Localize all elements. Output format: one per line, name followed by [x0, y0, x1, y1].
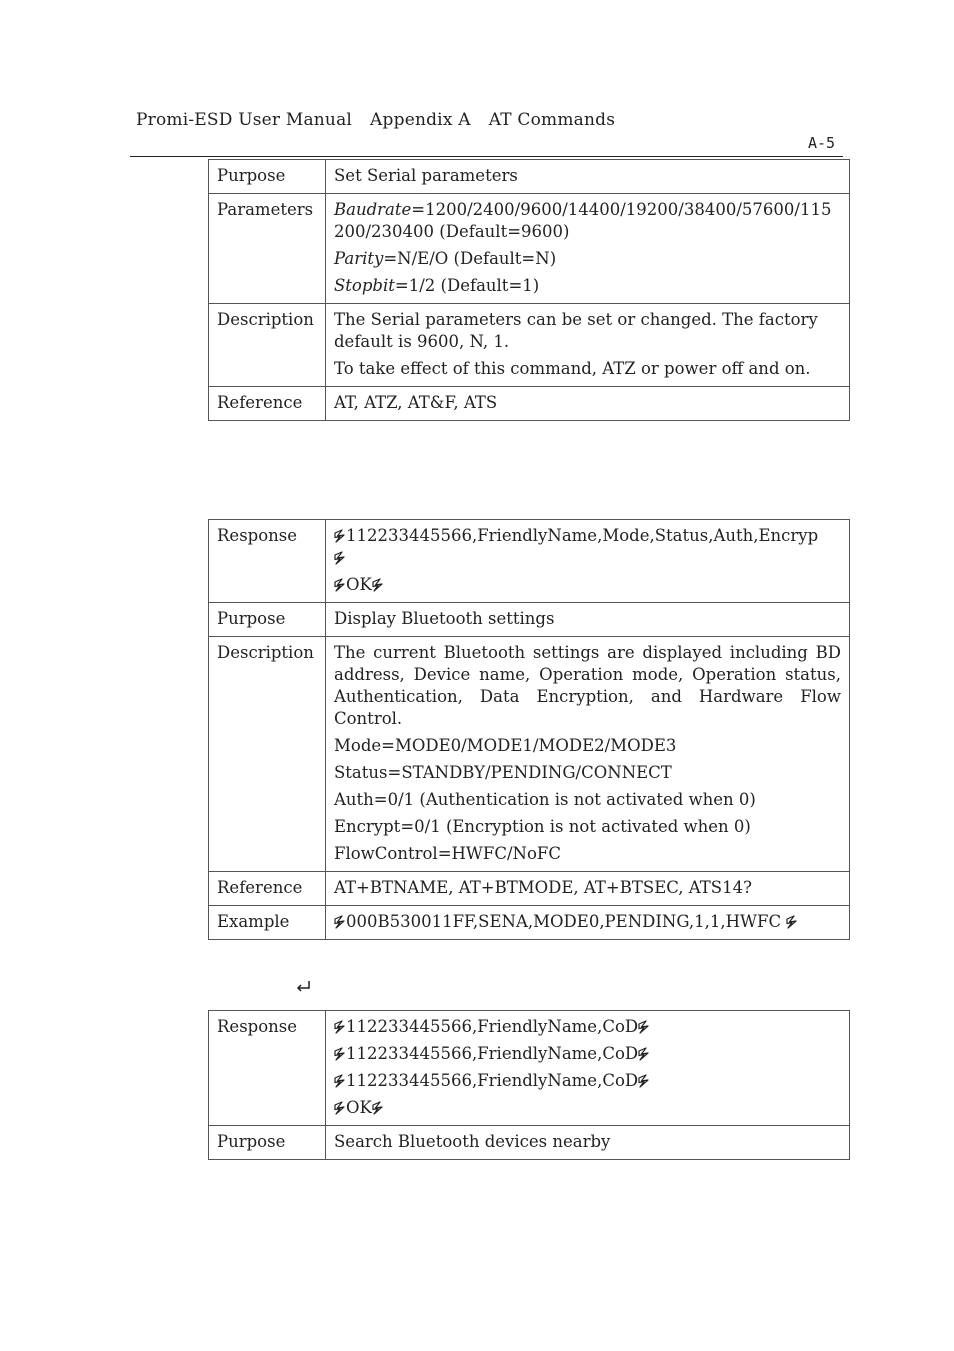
response-text: 112233445566,FriendlyName,CoD	[346, 1071, 639, 1090]
example-key: Example	[209, 906, 326, 940]
inquiry-table	[208, 1010, 850, 1160]
reference-value: AT, ATZ, AT&F, ATS	[326, 387, 850, 421]
description-key: Description	[209, 637, 326, 872]
table-row	[209, 637, 850, 872]
serial-parameters-table	[208, 159, 850, 421]
status-line: Status=STANDBY/PENDING/CONNECT	[334, 763, 672, 782]
description-text: The current Bluetooth settings are displayed including BD address, Device name, Operation mode, Operation status, Authentication, Data Encryption, and Hardware Flow Control.	[334, 643, 841, 728]
table-row	[209, 1011, 850, 1126]
bolt-icon	[334, 551, 346, 565]
mode-line: Mode=MODE0/MODE1/MODE2/MODE3	[334, 736, 677, 755]
bolt-icon	[638, 1047, 650, 1061]
parity-param	[334, 248, 841, 270]
parity-name: Parity	[334, 249, 384, 268]
response-line	[334, 1043, 841, 1065]
response-ok: OK	[346, 575, 372, 594]
stopbit-values: =1/2 (Default=1)	[394, 276, 540, 295]
bluetooth-settings-table	[208, 519, 850, 940]
purpose-key: Purpose	[209, 160, 326, 194]
header-divider	[130, 156, 843, 157]
response-ok-line	[334, 574, 841, 596]
purpose-value: Display Bluetooth settings	[326, 603, 850, 637]
response-line	[334, 1070, 841, 1092]
table-row	[209, 304, 850, 387]
response-line	[334, 1016, 841, 1038]
description-note: To take effect of this command, ATZ or power off and on.	[334, 359, 811, 378]
reference-key: Reference	[209, 872, 326, 906]
response-value	[326, 1011, 850, 1126]
example-value	[326, 906, 850, 940]
table-row	[209, 194, 850, 304]
response-ok: OK	[346, 1098, 372, 1117]
reference-value: AT+BTNAME, AT+BTMODE, AT+BTSEC, ATS14?	[326, 872, 850, 906]
auth-line: Auth=0/1 (Authentication is not activated when 0)	[334, 790, 756, 809]
bolt-icon	[334, 1020, 346, 1034]
bolt-icon	[372, 578, 384, 592]
response-text: 112233445566,FriendlyName,CoD	[346, 1017, 639, 1036]
chapter-title: AT Commands	[488, 110, 616, 130]
response-ok-line	[334, 1097, 841, 1119]
stopbit-name: Stopbit	[334, 276, 395, 295]
response-text: 112233445566,FriendlyName,Mode,Status,Auth,Encryp	[346, 526, 819, 545]
table-row	[209, 906, 850, 940]
parameters-value	[326, 194, 850, 304]
bolt-icon	[334, 1101, 346, 1115]
description-value	[326, 304, 850, 387]
table-row	[209, 520, 850, 603]
manual-title: Promi-ESD User Manual	[136, 110, 353, 130]
table-row	[209, 872, 850, 906]
purpose-key: Purpose	[209, 1126, 326, 1160]
table-row	[209, 160, 850, 194]
table-row	[209, 387, 850, 421]
example-text: 000B530011FF,SENA,MODE0,PENDING,1,1,HWFC	[346, 912, 782, 931]
bolt-icon	[334, 578, 346, 592]
bolt-icon	[638, 1020, 650, 1034]
table-row	[209, 603, 850, 637]
bolt-icon	[334, 529, 346, 543]
reference-key: Reference	[209, 387, 326, 421]
response-line	[334, 525, 841, 569]
parameters-key: Parameters	[209, 194, 326, 304]
description-key: Description	[209, 304, 326, 387]
purpose-key: Purpose	[209, 603, 326, 637]
bolt-icon	[372, 1101, 384, 1115]
stopbit-param	[334, 275, 841, 297]
baudrate-param	[334, 199, 841, 243]
encrypt-line: Encrypt=0/1 (Encryption is not activated when 0)	[334, 817, 751, 836]
purpose-value: Set Serial parameters	[326, 160, 850, 194]
response-key: Response	[209, 520, 326, 603]
page-number: A-5	[808, 134, 836, 152]
bolt-icon	[334, 915, 346, 929]
response-value	[326, 520, 850, 603]
table-row	[209, 1126, 850, 1160]
page-header	[136, 110, 633, 130]
bolt-icon	[334, 1047, 346, 1061]
baudrate-name: Baudrate	[334, 200, 412, 219]
flow-control-line: FlowControl=HWFC/NoFC	[334, 844, 561, 863]
bolt-icon	[638, 1074, 650, 1088]
description-value	[326, 637, 850, 872]
bolt-icon	[786, 915, 798, 929]
appendix-label: Appendix A	[370, 110, 471, 130]
enter-arrow-icon	[296, 979, 312, 993]
bolt-icon	[334, 1074, 346, 1088]
response-text: 112233445566,FriendlyName,CoD	[346, 1044, 639, 1063]
response-key: Response	[209, 1011, 326, 1126]
parity-values: =N/E/O (Default=N)	[383, 249, 557, 268]
description-text: The Serial parameters can be set or changed. The factory default is 9600, N, 1.	[334, 310, 818, 351]
purpose-value: Search Bluetooth devices nearby	[326, 1126, 850, 1160]
baudrate-values: =1200/2400/9600/14400/19200/38400/57600/115200/230400 (Default=9600)	[334, 200, 832, 241]
